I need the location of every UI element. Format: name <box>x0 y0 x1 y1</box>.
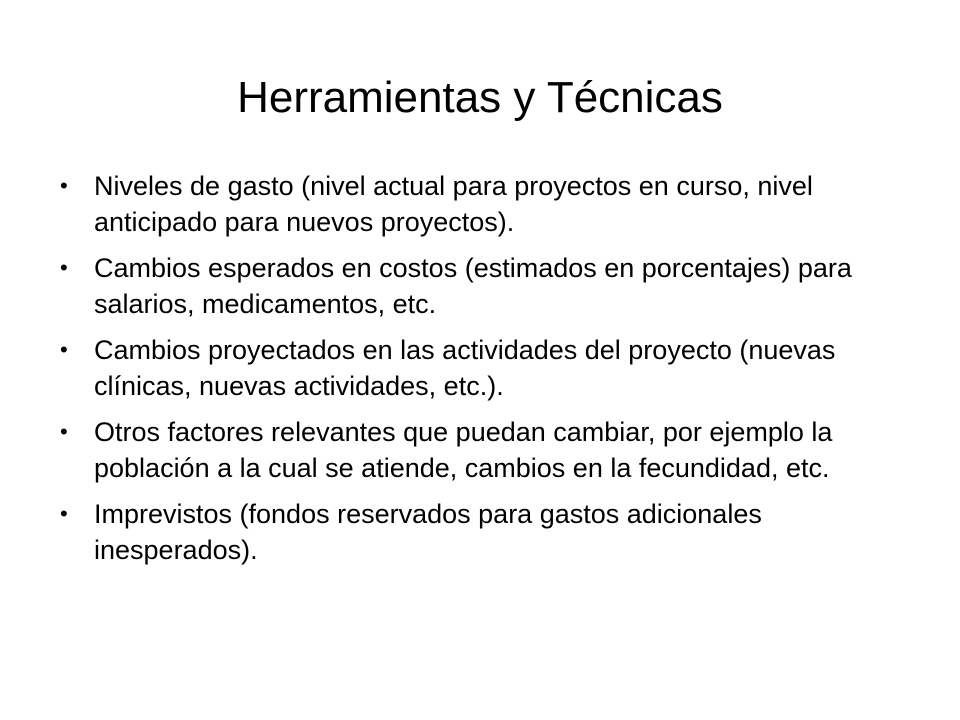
bullet-icon: • <box>60 173 68 198</box>
bullet-text: Niveles de gasto (nivel actual para proyectos en curso, nivel anticipado para nuevos proyectos). <box>94 171 813 237</box>
bullet-icon: • <box>60 337 68 362</box>
bullet-text: Otros factores relevantes que puedan cambiar, por ejemplo la población a la cual se atiende, cambios en la fecundidad, etc. <box>94 417 833 483</box>
bullet-item <box>60 414 910 486</box>
bullet-text: Imprevistos (fondos reservados para gastos adicionales inesperados). <box>94 499 762 565</box>
bullet-icon: • <box>60 419 68 444</box>
bullet-text: Cambios proyectados en las actividades del proyecto (nuevas clínicas, nuevas actividades, etc.). <box>94 335 836 401</box>
bullet-icon: • <box>60 501 68 526</box>
bullet-item <box>60 332 910 404</box>
bullet-item <box>60 168 910 240</box>
bullet-item <box>60 496 910 568</box>
bullet-icon: • <box>60 255 68 280</box>
bullet-item <box>60 250 910 322</box>
bullet-list <box>60 168 910 578</box>
slide-title: Herramientas y Técnicas <box>237 73 723 122</box>
bullet-text: Cambios esperados en costos (estimados en porcentajes) para salarios, medicamentos, etc. <box>94 253 852 319</box>
